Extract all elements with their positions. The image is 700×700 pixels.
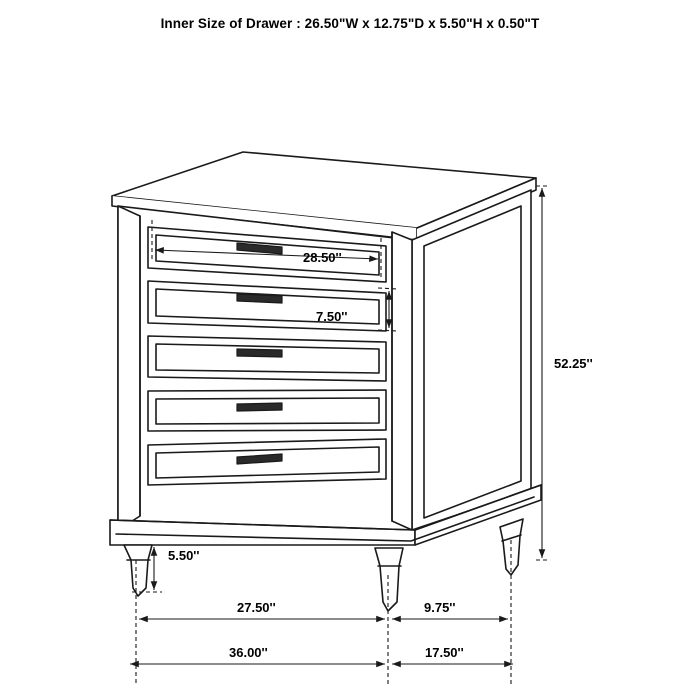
dim-label-overall-width: 36.00'' <box>229 645 268 660</box>
dim-label-drawer-height: 7.50'' <box>316 309 348 324</box>
chest-illustration <box>110 152 541 611</box>
dim-label-total-height: 52.25'' <box>554 356 593 371</box>
dim-total-height <box>536 186 549 560</box>
dim-label-side-depth: 9.75'' <box>424 600 456 615</box>
dim-label-front-width: 27.50'' <box>237 600 276 615</box>
dim-label-leg-height: 5.50'' <box>168 548 200 563</box>
dim-label-drawer-width: 28.50'' <box>303 250 342 265</box>
dim-label-overall-depth: 17.50'' <box>425 645 464 660</box>
page-title: Inner Size of Drawer : 26.50"W x 12.75"D x 5.50"H x 0.50"T <box>160 16 540 31</box>
